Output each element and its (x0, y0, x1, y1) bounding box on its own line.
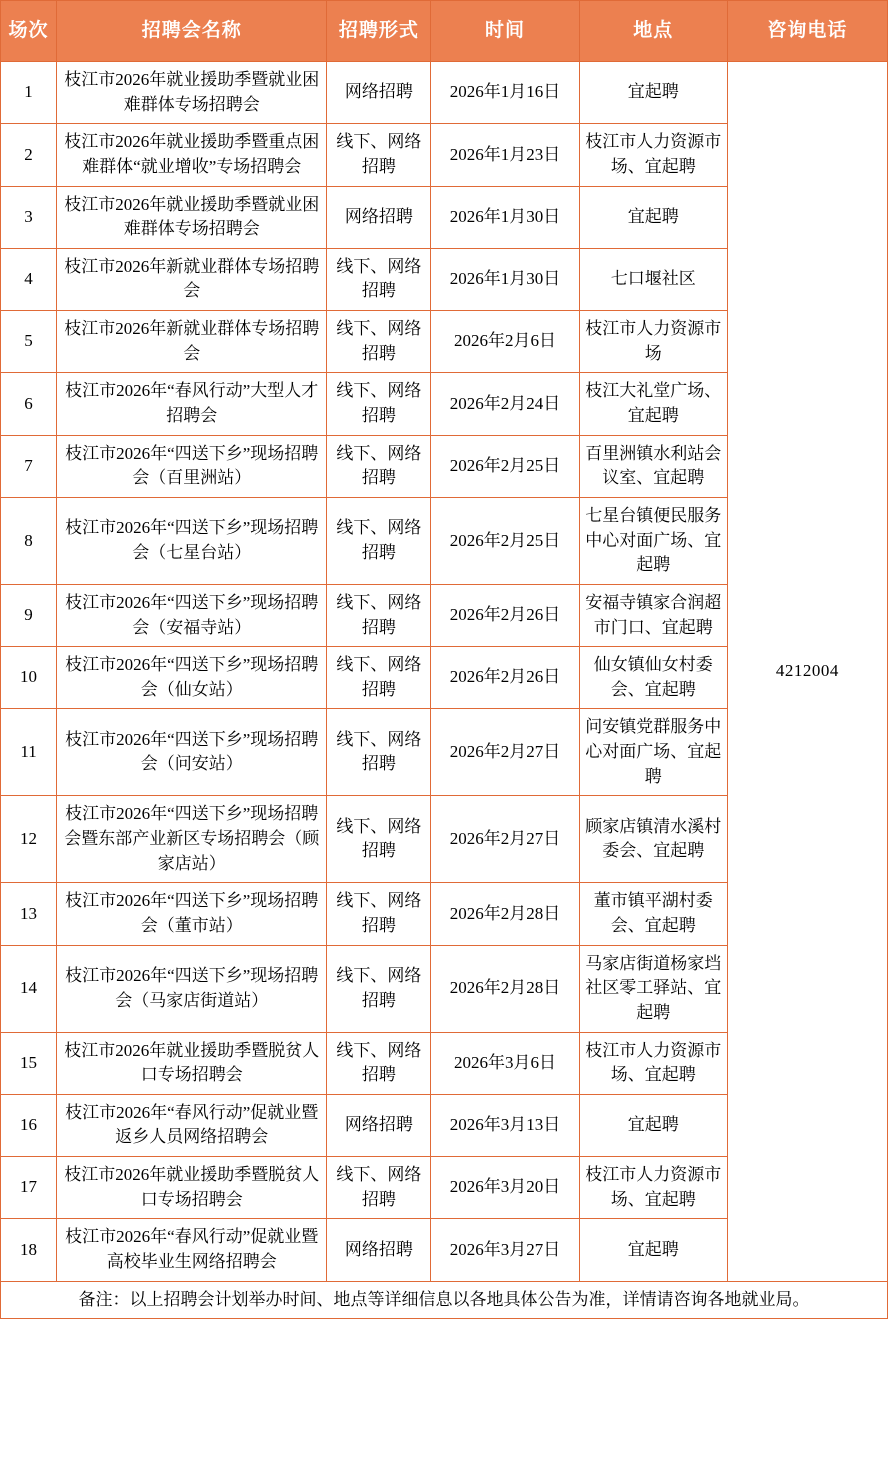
cell-fair-format: 线下、网络招聘 (327, 584, 431, 646)
cell-time: 2026年1月30日 (431, 248, 579, 310)
cell-session-no: 10 (1, 647, 57, 709)
cell-session-no: 13 (1, 883, 57, 945)
cell-fair-format: 线下、网络招聘 (327, 945, 431, 1032)
table-note: 备注：以上招聘会计划举办时间、地点等详细信息以各地具体公告为准，详情请咨询各地就业局。 (1, 1281, 888, 1319)
cell-location: 董市镇平湖村委会、宜起聘 (579, 883, 727, 945)
cell-location: 枝江大礼堂广场、宜起聘 (579, 373, 727, 435)
cell-fair-format: 线下、网络招聘 (327, 883, 431, 945)
table-body (1, 62, 888, 1319)
cell-session-no: 16 (1, 1094, 57, 1156)
cell-fair-name: 枝江市2026年“四送下乡”现场招聘会暨东部产业新区专场招聘会（顾家店站） (57, 796, 327, 883)
cell-time: 2026年2月28日 (431, 883, 579, 945)
cell-fair-format: 线下、网络招聘 (327, 647, 431, 709)
table-row (1, 62, 888, 124)
cell-session-no: 12 (1, 796, 57, 883)
cell-session-no: 18 (1, 1219, 57, 1281)
cell-fair-format: 线下、网络招聘 (327, 709, 431, 796)
cell-time: 2026年3月6日 (431, 1032, 579, 1094)
cell-location: 枝江市人力资源市场、宜起聘 (579, 124, 727, 186)
cell-fair-name: 枝江市2026年就业援助季暨脱贫人口专场招聘会 (57, 1032, 327, 1094)
cell-time: 2026年2月6日 (431, 311, 579, 373)
cell-session-no: 5 (1, 311, 57, 373)
cell-session-no: 1 (1, 62, 57, 124)
cell-location: 枝江市人力资源市场、宜起聘 (579, 1032, 727, 1094)
cell-session-no: 17 (1, 1157, 57, 1219)
cell-time: 2026年2月26日 (431, 584, 579, 646)
cell-fair-name: 枝江市2026年“四送下乡”现场招聘会（问安站） (57, 709, 327, 796)
cell-fair-name: 枝江市2026年就业援助季暨重点困难群体“就业增收”专场招聘会 (57, 124, 327, 186)
cell-fair-name: 枝江市2026年新就业群体专场招聘会 (57, 311, 327, 373)
cell-session-no: 15 (1, 1032, 57, 1094)
cell-time: 2026年2月25日 (431, 497, 579, 584)
cell-session-no: 9 (1, 584, 57, 646)
cell-fair-name: 枝江市2026年“四送下乡”现场招聘会（仙女站） (57, 647, 327, 709)
cell-fair-name: 枝江市2026年“春风行动”促就业暨高校毕业生网络招聘会 (57, 1219, 327, 1281)
cell-fair-name: 枝江市2026年“四送下乡”现场招聘会（安福寺站） (57, 584, 327, 646)
cell-phone: 4212004 (727, 62, 887, 1282)
cell-location: 宜起聘 (579, 1219, 727, 1281)
cell-session-no: 11 (1, 709, 57, 796)
cell-fair-format: 线下、网络招聘 (327, 435, 431, 497)
cell-fair-name: 枝江市2026年“春风行动”促就业暨返乡人员网络招聘会 (57, 1094, 327, 1156)
cell-fair-name: 枝江市2026年就业援助季暨脱贫人口专场招聘会 (57, 1157, 327, 1219)
cell-time: 2026年2月24日 (431, 373, 579, 435)
cell-time: 2026年2月28日 (431, 945, 579, 1032)
cell-fair-name: 枝江市2026年就业援助季暨就业困难群体专场招聘会 (57, 62, 327, 124)
cell-fair-name: 枝江市2026年“四送下乡”现场招聘会（百里洲站） (57, 435, 327, 497)
cell-location: 宜起聘 (579, 62, 727, 124)
cell-fair-format: 线下、网络招聘 (327, 311, 431, 373)
cell-location: 枝江市人力资源市场、宜起聘 (579, 1157, 727, 1219)
cell-fair-name: 枝江市2026年“四送下乡”现场招聘会（马家店街道站） (57, 945, 327, 1032)
cell-fair-format: 网络招聘 (327, 62, 431, 124)
cell-session-no: 3 (1, 186, 57, 248)
cell-location: 枝江市人力资源市场 (579, 311, 727, 373)
header-fair-format: 招聘形式 (327, 1, 431, 62)
cell-fair-format: 线下、网络招聘 (327, 373, 431, 435)
cell-time: 2026年2月25日 (431, 435, 579, 497)
cell-time: 2026年3月20日 (431, 1157, 579, 1219)
cell-time: 2026年1月16日 (431, 62, 579, 124)
cell-fair-format: 线下、网络招聘 (327, 1157, 431, 1219)
cell-location: 七星台镇便民服务中心对面广场、宜起聘 (579, 497, 727, 584)
cell-time: 2026年2月26日 (431, 647, 579, 709)
cell-fair-format: 网络招聘 (327, 1094, 431, 1156)
cell-fair-format: 线下、网络招聘 (327, 497, 431, 584)
header-session-no: 场次 (1, 1, 57, 62)
cell-session-no: 2 (1, 124, 57, 186)
table-note-row (1, 1281, 888, 1319)
cell-time: 2026年2月27日 (431, 796, 579, 883)
cell-fair-format: 网络招聘 (327, 1219, 431, 1281)
cell-fair-format: 线下、网络招聘 (327, 1032, 431, 1094)
header-location: 地点 (579, 1, 727, 62)
cell-fair-format: 线下、网络招聘 (327, 796, 431, 883)
cell-location: 问安镇党群服务中心对面广场、宜起聘 (579, 709, 727, 796)
cell-session-no: 8 (1, 497, 57, 584)
cell-time: 2026年1月23日 (431, 124, 579, 186)
cell-fair-name: 枝江市2026年“四送下乡”现场招聘会（七星台站） (57, 497, 327, 584)
header-fair-name: 招聘会名称 (57, 1, 327, 62)
cell-location: 仙女镇仙女村委会、宜起聘 (579, 647, 727, 709)
cell-session-no: 7 (1, 435, 57, 497)
cell-location: 安福寺镇家合润超市门口、宜起聘 (579, 584, 727, 646)
cell-fair-name: 枝江市2026年就业援助季暨就业困难群体专场招聘会 (57, 186, 327, 248)
cell-fair-format: 线下、网络招聘 (327, 124, 431, 186)
cell-location: 宜起聘 (579, 1094, 727, 1156)
cell-time: 2026年2月27日 (431, 709, 579, 796)
header-phone: 咨询电话 (727, 1, 887, 62)
cell-session-no: 6 (1, 373, 57, 435)
cell-location: 顾家店镇清水溪村委会、宜起聘 (579, 796, 727, 883)
cell-location: 百里洲镇水利站会议室、宜起聘 (579, 435, 727, 497)
cell-fair-name: 枝江市2026年新就业群体专场招聘会 (57, 248, 327, 310)
cell-time: 2026年3月27日 (431, 1219, 579, 1281)
cell-fair-format: 线下、网络招聘 (327, 248, 431, 310)
cell-session-no: 4 (1, 248, 57, 310)
cell-session-no: 14 (1, 945, 57, 1032)
table-header-row (1, 1, 888, 62)
cell-fair-name: 枝江市2026年“四送下乡”现场招聘会（董市站） (57, 883, 327, 945)
cell-time: 2026年1月30日 (431, 186, 579, 248)
cell-fair-name: 枝江市2026年“春风行动”大型人才招聘会 (57, 373, 327, 435)
header-time: 时间 (431, 1, 579, 62)
cell-location: 宜起聘 (579, 186, 727, 248)
cell-time: 2026年3月13日 (431, 1094, 579, 1156)
cell-location: 马家店街道杨家垱社区零工驿站、宜起聘 (579, 945, 727, 1032)
cell-fair-format: 网络招聘 (327, 186, 431, 248)
cell-location: 七口堰社区 (579, 248, 727, 310)
